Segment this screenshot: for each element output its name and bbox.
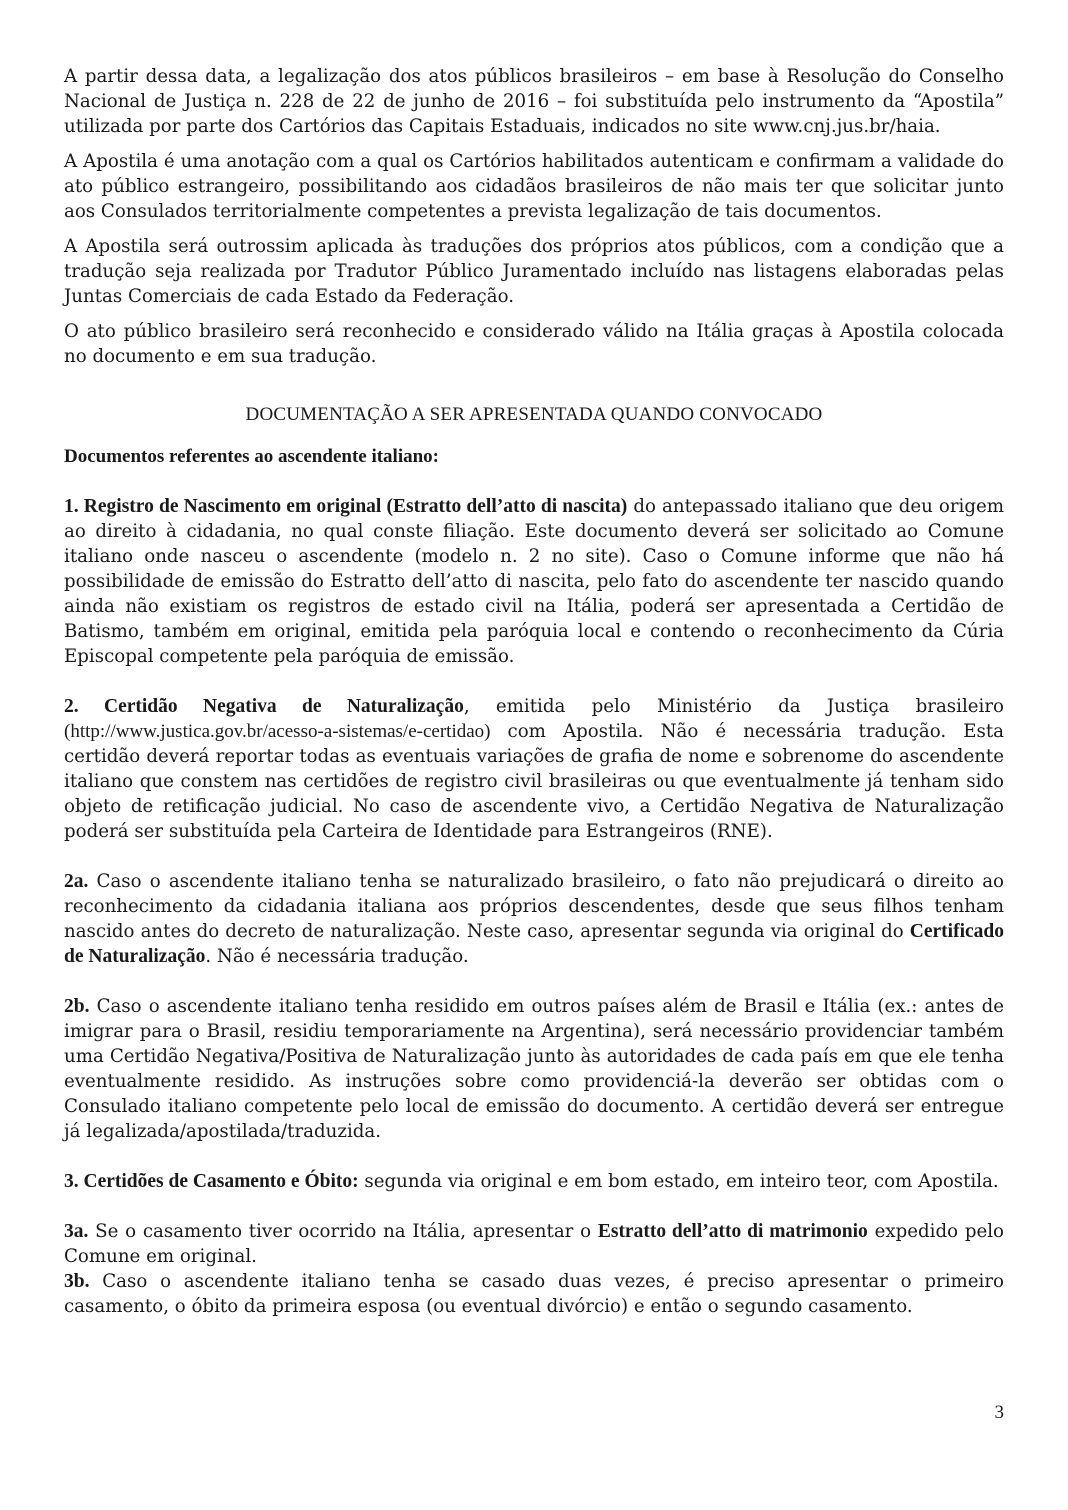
intro-paragraph-4: O ato público brasileiro será reconhecido e considerado válido na Itália graças à Apostila colocada no documento e em sua tradução. [64, 321, 1004, 367]
item-3a-text-a: Se o casamento tiver ocorrido na Itália, apresentar o [88, 1221, 598, 1242]
item-3b [64, 1269, 1004, 1319]
item-2a-text-b: . Não é necessária tradução. [205, 946, 469, 967]
item-2a-bold: Certificado de Naturalização [64, 921, 1004, 967]
item-3 [64, 1169, 1004, 1194]
item-3-text: segunda via original e em bom estado, em inteiro teor, com Apostila. [358, 1171, 999, 1192]
item-1-text: do antepassado italiano que deu origem ao direito à cidadania, no qual conste filiação. Este documento deverá ser solicitado ao Comune italiano onde nasceu o ascendente (modelo n. 2 no site). Caso o Comune informe que não há possibilidade de emissão do Estratto dell’atto di nascita, pelo fato do ascendente ter nascido quando ainda não existiam os registros de estado civil na Itália, poderá ser apresentada a Certidão de Batismo, também em original, emitida pela paróquia local e contendo o reconhecimento da Cúria Episcopal competente pela paróquia de emissão. [64, 496, 1004, 667]
item-2b-label: 2b. [64, 996, 90, 1017]
item-1 [64, 494, 1004, 669]
intro-paragraph-2: A Apostila é uma anotação com a qual os Cartórios habilitados autenticam e confirmam a validade do ato público estrangeiro, possibilitando aos cidadãos brasileiros de não mais ter que solicitar junto aos Consulados territorialmente competentes a prevista legalização de tais documentos. [64, 151, 1004, 222]
item-2b [64, 994, 1004, 1144]
item-2a [64, 869, 1004, 969]
item-2a-label: 2a. [64, 871, 89, 892]
section-heading: DOCUMENTAÇÃO A SER APRESENTADA QUANDO CONVOCADO [245, 404, 823, 425]
item-3a-bold: Estratto dell’atto di matrimonio [597, 1221, 868, 1242]
document-page [64, 64, 1004, 1319]
item-3b-label: 3b. [64, 1271, 90, 1292]
item-2-label: 2. Certidão Negativa de Naturalização [64, 696, 464, 717]
intro-paragraph-1: A partir dessa data, a legalização dos atos públicos brasileiros – em base à Resolução do Conselho Nacional de Justiça n. 228 de 22 de junho de 2016 – foi substituída pelo instrumento da “Apostila” utilizada por parte dos Cartórios das Capitais Estaduais, indicados no site www.cnj.jus.br/haia. [64, 66, 1004, 137]
item-2-text-a: , emitida pelo Ministério da Justiça brasileiro [463, 696, 1004, 717]
item-3a [64, 1219, 1004, 1269]
item-3a-text-b: expedido pelo Comune em original. [64, 1221, 1004, 1267]
item-3-label: 3. Certidões de Casamento e Óbito: [64, 1171, 359, 1192]
item-2a-text-a: Caso o ascendente italiano tenha se naturalizado brasileiro, o fato não prejudicará o direito ao reconhecimento da cidadania italiana aos próprios descendentes, desde que seus filhos tenham nascido antes do decreto de naturalização. Neste caso, apresentar segunda via original do [64, 871, 1004, 942]
item-2b-text: Caso o ascendente italiano tenha residido em outros países além de Brasil e Itália (ex.: antes de imigrar para o Brasil, residiu temporariamente na Argentina), será necessário providenciar também uma Certidão Negativa/Positiva de Naturalização junto às autoridades de cada país em que ele tenha eventualmente residido. As instruções sobre como providenciá-la deverão ser obtidas com o Consulado italiano competente pelo local de emissão do documento. A certidão deverá ser entregue já legalizada/apostilada/traduzida. [64, 996, 1004, 1142]
item-2 [64, 694, 1004, 844]
item-3b-text: Caso o ascendente italiano tenha se casado duas vezes, é preciso apresentar o primeiro casamento, o óbito da primeira esposa (ou eventual divórcio) e então o segundo casamento. [64, 1271, 1004, 1317]
subheading: Documentos referentes ao ascendente italiano: [64, 446, 440, 467]
item-3a-label: 3a. [64, 1221, 89, 1242]
item-2-url: (http://www.justica.gov.br/acesso-a-sistemas/e-certidao) [64, 721, 491, 742]
item-2-text-b: com Apostila. Não é necessária tradução. Esta certidão deverá reportar todas as eventuais variações de grafia de nome e sobrenome do ascendente italiano que constem nas certidões de registro civil brasileiras ou que eventualmente já tenham sido objeto de retificação judicial. No caso de ascendente vivo, a Certidão Negativa de Naturalização poderá ser substituída pela Carteira de Identidade para Estrangeiros (RNE). [64, 721, 1004, 842]
page-number: 3 [994, 1402, 1004, 1423]
item-1-label: 1. Registro de Nascimento em original (Estratto dell’atto di nascita) [64, 496, 628, 517]
intro-paragraph-3: A Apostila será outrossim aplicada às traduções dos próprios atos públicos, com a condição que a tradução seja realizada por Tradutor Público Juramentado incluído nas listagens elaboradas pelas Juntas Comerciais de cada Estado da Federação. [64, 236, 1004, 307]
